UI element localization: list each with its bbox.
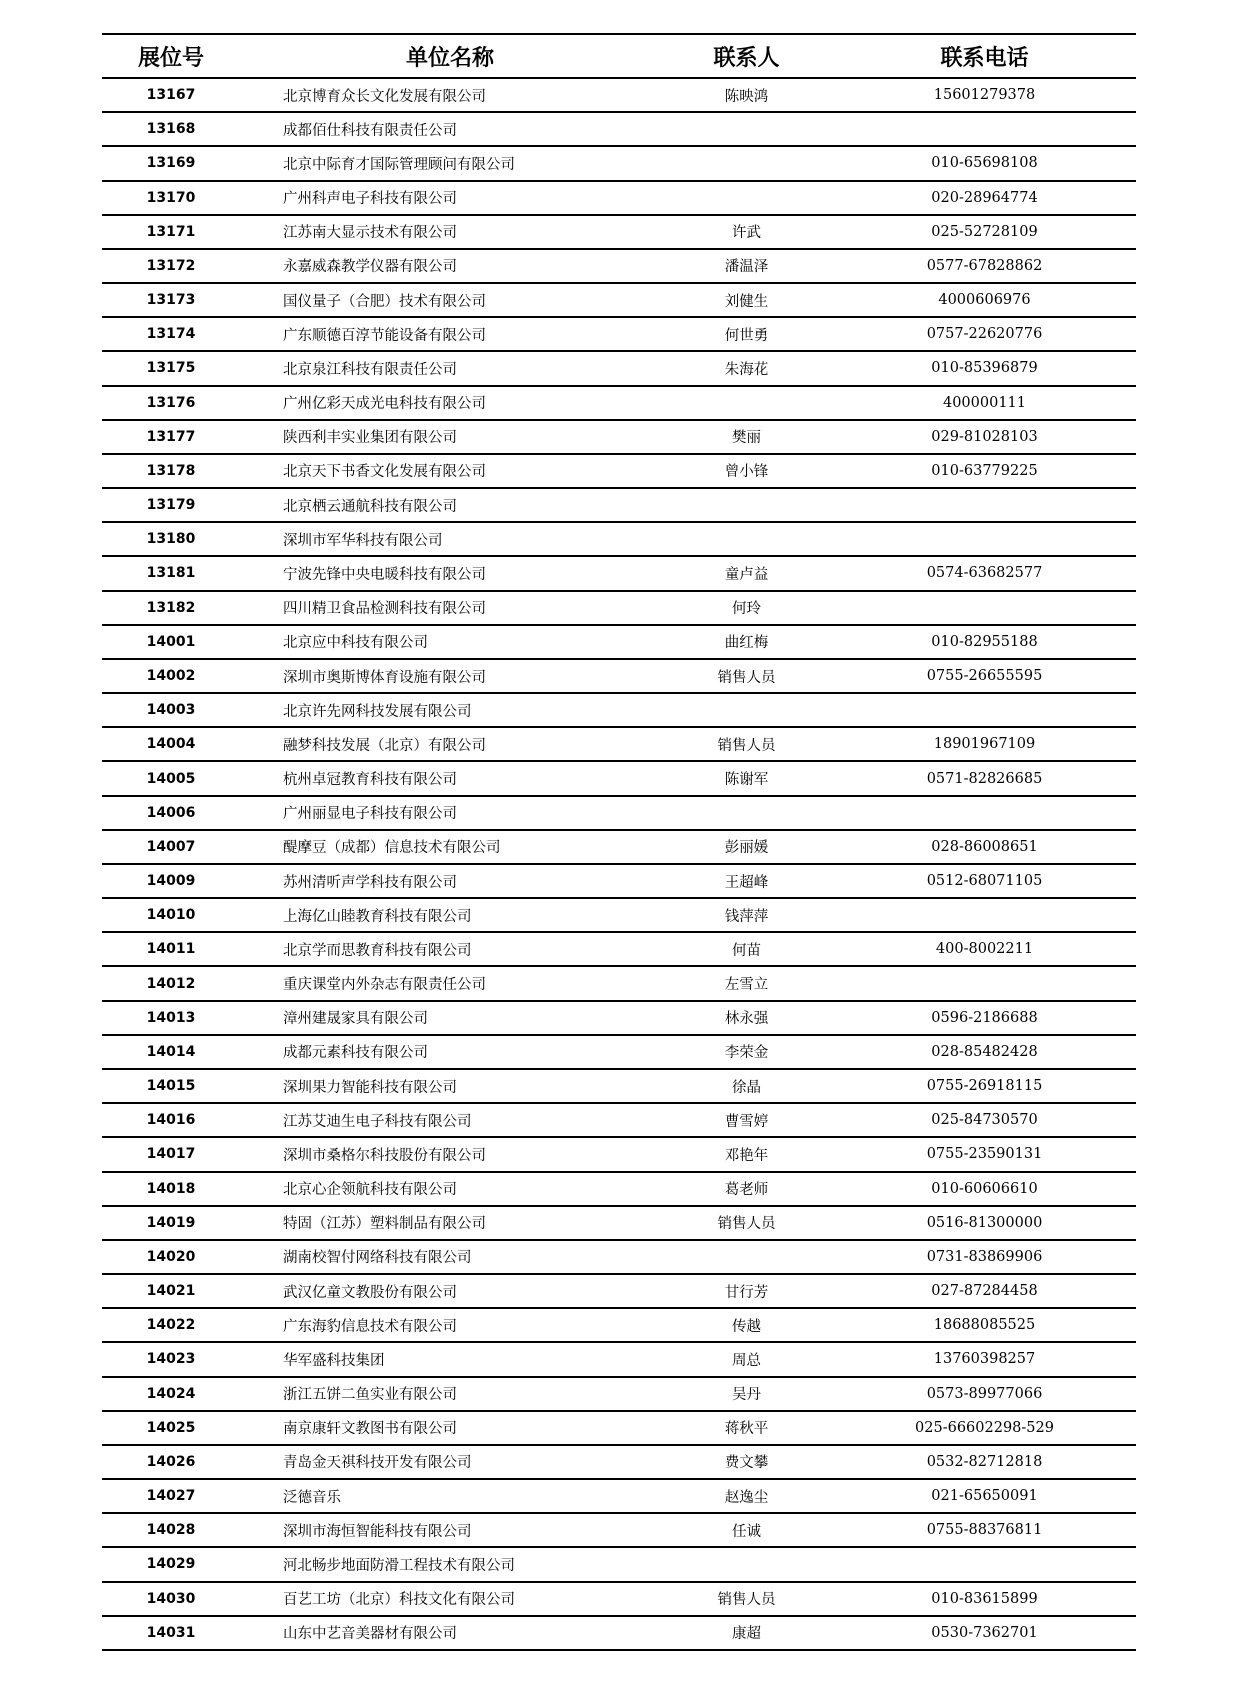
phone-number-cell: 027-87284458 <box>833 1274 1136 1308</box>
booth-number-cell: 13180 <box>102 522 240 556</box>
phone-number-cell: 4000606976 <box>833 283 1136 317</box>
contact-person-cell <box>660 112 833 146</box>
contact-person-cell: 何世勇 <box>660 317 833 351</box>
phone-number-cell <box>833 522 1136 556</box>
exhibitor-table <box>102 33 1136 1651</box>
contact-person-cell: 钱萍萍 <box>660 898 833 932</box>
phone-number-cell: 400000111 <box>833 386 1136 420</box>
contact-person-cell: 蒋秋平 <box>660 1411 833 1445</box>
phone-number-cell: 010-65698108 <box>833 146 1136 180</box>
table-row <box>102 215 1136 249</box>
company-name-cell: 北京中际育才国际管理顾问有限公司 <box>240 146 660 180</box>
contact-person-cell: 周总 <box>660 1342 833 1376</box>
booth-number-cell: 14014 <box>102 1035 240 1069</box>
company-name-cell: 广东顺德百淳节能设备有限公司 <box>240 317 660 351</box>
table-row <box>102 693 1136 727</box>
phone-number-cell: 400-8002211 <box>833 932 1136 966</box>
booth-number-cell: 14007 <box>102 830 240 864</box>
booth-number-cell: 13181 <box>102 556 240 590</box>
booth-number-cell: 14023 <box>102 1342 240 1376</box>
header-row <box>102 34 1136 78</box>
company-name-cell: 北京博育众长文化发展有限公司 <box>240 78 660 112</box>
contact-person-cell <box>660 386 833 420</box>
contact-person-cell: 陈谢军 <box>660 761 833 795</box>
contact-person-cell: 左雪立 <box>660 966 833 1000</box>
contact-person-cell: 甘行芳 <box>660 1274 833 1308</box>
booth-number-cell: 14012 <box>102 966 240 1000</box>
contact-person-cell: 潘温泽 <box>660 249 833 283</box>
table-row <box>102 1172 1136 1206</box>
company-name-cell: 南京康轩文教图书有限公司 <box>240 1411 660 1445</box>
company-name-cell: 漳州建晟家具有限公司 <box>240 1001 660 1035</box>
table-row <box>102 1103 1136 1137</box>
phone-number-cell: 0571-82826685 <box>833 761 1136 795</box>
booth-number-cell: 14019 <box>102 1206 240 1240</box>
booth-number-cell: 14001 <box>102 625 240 659</box>
phone-number-cell: 025-66602298-529 <box>833 1411 1136 1445</box>
contact-person-cell: 何苗 <box>660 932 833 966</box>
table-row <box>102 761 1136 795</box>
phone-number-cell: 010-85396879 <box>833 351 1136 385</box>
phone-number-cell: 0755-23590131 <box>833 1137 1136 1171</box>
phone-number-cell: 025-52728109 <box>833 215 1136 249</box>
phone-number-cell <box>833 488 1136 522</box>
phone-number-cell: 010-63779225 <box>833 454 1136 488</box>
table-row <box>102 1377 1136 1411</box>
contact-person-cell: 曹雪婷 <box>660 1103 833 1137</box>
company-name-cell: 国仪量子（合肥）技术有限公司 <box>240 283 660 317</box>
table-row <box>102 1547 1136 1581</box>
company-name-cell: 北京心企领航科技有限公司 <box>240 1172 660 1206</box>
phone-number-cell: 010-83615899 <box>833 1582 1136 1616</box>
phone-number-cell: 13760398257 <box>833 1342 1136 1376</box>
booth-number-cell: 13175 <box>102 351 240 385</box>
phone-number-cell: 0577-67828862 <box>833 249 1136 283</box>
booth-number-cell: 13167 <box>102 78 240 112</box>
contact-person-cell <box>660 488 833 522</box>
phone-number-cell: 18688085525 <box>833 1308 1136 1342</box>
contact-person-cell: 销售人员 <box>660 727 833 761</box>
contact-person-cell <box>660 181 833 215</box>
booth-number-cell: 14022 <box>102 1308 240 1342</box>
company-name-cell: 山东中艺音美器材有限公司 <box>240 1616 660 1650</box>
company-name-cell: 陕西利丰实业集团有限公司 <box>240 420 660 454</box>
contact-person-cell: 李荣金 <box>660 1035 833 1069</box>
table-row <box>102 1513 1136 1547</box>
company-name-cell: 青岛金天祺科技开发有限公司 <box>240 1445 660 1479</box>
company-name-cell: 广州丽显电子科技有限公司 <box>240 796 660 830</box>
booth-number-cell: 14004 <box>102 727 240 761</box>
table-row <box>102 181 1136 215</box>
company-name-cell: 浙江五饼二鱼实业有限公司 <box>240 1377 660 1411</box>
booth-number-cell: 14005 <box>102 761 240 795</box>
booth-number-cell: 14009 <box>102 864 240 898</box>
contact-person-cell <box>660 1547 833 1581</box>
table-row <box>102 1308 1136 1342</box>
table-row <box>102 1411 1136 1445</box>
table-row <box>102 488 1136 522</box>
company-name-cell: 北京学而思教育科技有限公司 <box>240 932 660 966</box>
booth-number-cell: 14010 <box>102 898 240 932</box>
company-name-cell: 北京许先网科技发展有限公司 <box>240 693 660 727</box>
phone-number-cell: 15601279378 <box>833 78 1136 112</box>
phone-number-cell: 0596-2186688 <box>833 1001 1136 1035</box>
phone-number-cell: 0573-89977066 <box>833 1377 1136 1411</box>
contact-person-cell: 邓艳年 <box>660 1137 833 1171</box>
phone-number-cell: 0755-26655595 <box>833 659 1136 693</box>
phone-number-cell <box>833 898 1136 932</box>
phone-number-cell: 0574-63682577 <box>833 556 1136 590</box>
contact-person-cell <box>660 146 833 180</box>
contact-person-cell: 传越 <box>660 1308 833 1342</box>
company-name-cell: 融梦科技发展（北京）有限公司 <box>240 727 660 761</box>
table-row <box>102 591 1136 625</box>
phone-number-cell: 0731-83869906 <box>833 1240 1136 1274</box>
phone-number-cell: 029-81028103 <box>833 420 1136 454</box>
phone-number-cell: 0755-88376811 <box>833 1513 1136 1547</box>
contact-person-cell: 曲红梅 <box>660 625 833 659</box>
phone-number-cell: 0530-7362701 <box>833 1616 1136 1650</box>
booth-number-cell: 14013 <box>102 1001 240 1035</box>
table-row <box>102 898 1136 932</box>
table-row <box>102 659 1136 693</box>
table-row <box>102 1240 1136 1274</box>
contact-person-cell: 王超峰 <box>660 864 833 898</box>
company-name-cell: 江苏南大显示技术有限公司 <box>240 215 660 249</box>
phone-number-cell <box>833 591 1136 625</box>
table-row <box>102 727 1136 761</box>
phone-number-cell: 18901967109 <box>833 727 1136 761</box>
booth-number-cell: 13169 <box>102 146 240 180</box>
contact-person-cell: 任诚 <box>660 1513 833 1547</box>
booth-number-cell: 14016 <box>102 1103 240 1137</box>
contact-person-cell: 赵逸尘 <box>660 1479 833 1513</box>
company-name-cell: 华军盛科技集团 <box>240 1342 660 1376</box>
table-row <box>102 420 1136 454</box>
contact-person-cell: 许武 <box>660 215 833 249</box>
contact-person-cell: 刘健生 <box>660 283 833 317</box>
booth-number-cell: 14017 <box>102 1137 240 1171</box>
table-row <box>102 351 1136 385</box>
phone-number-cell: 0757-22620776 <box>833 317 1136 351</box>
company-name-cell: 特固（江苏）塑料制品有限公司 <box>240 1206 660 1240</box>
header-phone: 联系电话 <box>833 34 1136 78</box>
booth-number-cell: 13174 <box>102 317 240 351</box>
company-name-cell: 江苏艾迪生电子科技有限公司 <box>240 1103 660 1137</box>
booth-number-cell: 13182 <box>102 591 240 625</box>
company-name-cell: 河北畅步地面防滑工程技术有限公司 <box>240 1547 660 1581</box>
company-name-cell: 北京栖云通航科技有限公司 <box>240 488 660 522</box>
company-name-cell: 百艺工坊（北京）科技文化有限公司 <box>240 1582 660 1616</box>
table-row <box>102 966 1136 1000</box>
contact-person-cell: 林永强 <box>660 1001 833 1035</box>
table-row <box>102 1479 1136 1513</box>
company-name-cell: 广州亿彩天成光电科技有限公司 <box>240 386 660 420</box>
company-name-cell: 北京天下书香文化发展有限公司 <box>240 454 660 488</box>
company-name-cell: 杭州卓冠教育科技有限公司 <box>240 761 660 795</box>
contact-person-cell: 销售人员 <box>660 659 833 693</box>
booth-number-cell: 14029 <box>102 1547 240 1581</box>
booth-number-cell: 14015 <box>102 1069 240 1103</box>
table-row <box>102 796 1136 830</box>
contact-person-cell: 樊丽 <box>660 420 833 454</box>
phone-number-cell: 0516-81300000 <box>833 1206 1136 1240</box>
table-row <box>102 317 1136 351</box>
company-name-cell: 上海亿山睦教育科技有限公司 <box>240 898 660 932</box>
company-name-cell: 深圳市桑格尔科技股份有限公司 <box>240 1137 660 1171</box>
booth-number-cell: 13170 <box>102 181 240 215</box>
company-name-cell: 北京泉江科技有限责任公司 <box>240 351 660 385</box>
company-name-cell: 宁波先锋中央电暖科技有限公司 <box>240 556 660 590</box>
booth-number-cell: 13176 <box>102 386 240 420</box>
contact-person-cell: 何玲 <box>660 591 833 625</box>
contact-person-cell: 销售人员 <box>660 1206 833 1240</box>
company-name-cell: 北京应中科技有限公司 <box>240 625 660 659</box>
contact-person-cell: 销售人员 <box>660 1582 833 1616</box>
booth-number-cell: 14027 <box>102 1479 240 1513</box>
table-row <box>102 625 1136 659</box>
table-row <box>102 556 1136 590</box>
table-row <box>102 932 1136 966</box>
table-row <box>102 283 1136 317</box>
booth-number-cell: 14020 <box>102 1240 240 1274</box>
company-name-cell: 深圳市奥斯博体育设施有限公司 <box>240 659 660 693</box>
contact-person-cell <box>660 693 833 727</box>
header-contact: 联系人 <box>660 34 833 78</box>
contact-person-cell: 陈映鸿 <box>660 78 833 112</box>
table-row <box>102 1001 1136 1035</box>
table-row <box>102 522 1136 556</box>
booth-number-cell: 13171 <box>102 215 240 249</box>
table-row <box>102 78 1136 112</box>
booth-number-cell: 13178 <box>102 454 240 488</box>
booth-number-cell: 13179 <box>102 488 240 522</box>
contact-person-cell: 吴丹 <box>660 1377 833 1411</box>
booth-number-cell: 14025 <box>102 1411 240 1445</box>
table-row <box>102 1035 1136 1069</box>
contact-person-cell <box>660 796 833 830</box>
contact-person-cell: 童卢益 <box>660 556 833 590</box>
contact-person-cell: 徐晶 <box>660 1069 833 1103</box>
table-row <box>102 1582 1136 1616</box>
header-company: 单位名称 <box>240 34 660 78</box>
company-name-cell: 泛德音乐 <box>240 1479 660 1513</box>
phone-number-cell: 010-60606610 <box>833 1172 1136 1206</box>
contact-person-cell <box>660 522 833 556</box>
booth-number-cell: 14003 <box>102 693 240 727</box>
phone-number-cell: 0532-82712818 <box>833 1445 1136 1479</box>
table-row <box>102 864 1136 898</box>
phone-number-cell: 0755-26918115 <box>833 1069 1136 1103</box>
contact-person-cell: 朱海花 <box>660 351 833 385</box>
table-row <box>102 1274 1136 1308</box>
table-row <box>102 1342 1136 1376</box>
booth-number-cell: 14018 <box>102 1172 240 1206</box>
table-row <box>102 454 1136 488</box>
company-name-cell: 成都佰仕科技有限责任公司 <box>240 112 660 146</box>
company-name-cell: 深圳市海恒智能科技有限公司 <box>240 1513 660 1547</box>
booth-number-cell: 14031 <box>102 1616 240 1650</box>
phone-number-cell <box>833 966 1136 1000</box>
phone-number-cell <box>833 1547 1136 1581</box>
company-name-cell: 四川精卫食品检测科技有限公司 <box>240 591 660 625</box>
company-name-cell: 湖南校智付网络科技有限公司 <box>240 1240 660 1274</box>
phone-number-cell <box>833 693 1136 727</box>
company-name-cell: 深圳果力智能科技有限公司 <box>240 1069 660 1103</box>
phone-number-cell <box>833 796 1136 830</box>
contact-person-cell: 曾小锋 <box>660 454 833 488</box>
contact-person-cell: 费文攀 <box>660 1445 833 1479</box>
booth-number-cell: 13173 <box>102 283 240 317</box>
company-name-cell: 广州科声电子科技有限公司 <box>240 181 660 215</box>
phone-number-cell: 028-85482428 <box>833 1035 1136 1069</box>
booth-number-cell: 14026 <box>102 1445 240 1479</box>
table-row <box>102 1616 1136 1650</box>
table-row <box>102 1206 1136 1240</box>
phone-number-cell: 021-65650091 <box>833 1479 1136 1513</box>
booth-number-cell: 13177 <box>102 420 240 454</box>
table-row <box>102 1137 1136 1171</box>
phone-number-cell: 020-28964774 <box>833 181 1136 215</box>
table-row <box>102 386 1136 420</box>
table-row <box>102 1445 1136 1479</box>
table-row <box>102 830 1136 864</box>
company-name-cell: 深圳市军华科技有限公司 <box>240 522 660 556</box>
company-name-cell: 重庆课堂内外杂志有限责任公司 <box>240 966 660 1000</box>
table-row <box>102 112 1136 146</box>
company-name-cell: 武汉亿童文教股份有限公司 <box>240 1274 660 1308</box>
company-name-cell: 苏州清听声学科技有限公司 <box>240 864 660 898</box>
booth-number-cell: 13172 <box>102 249 240 283</box>
phone-number-cell <box>833 112 1136 146</box>
booth-number-cell: 14030 <box>102 1582 240 1616</box>
booth-number-cell: 14024 <box>102 1377 240 1411</box>
booth-number-cell: 14021 <box>102 1274 240 1308</box>
company-name-cell: 永嘉威森教学仪器有限公司 <box>240 249 660 283</box>
contact-person-cell: 彭丽媛 <box>660 830 833 864</box>
company-name-cell: 醍摩豆（成都）信息技术有限公司 <box>240 830 660 864</box>
phone-number-cell: 010-82955188 <box>833 625 1136 659</box>
table-row <box>102 146 1136 180</box>
phone-number-cell: 025-84730570 <box>833 1103 1136 1137</box>
table-row <box>102 1069 1136 1103</box>
booth-number-cell: 14002 <box>102 659 240 693</box>
table-body <box>102 78 1136 1650</box>
header-booth: 展位号 <box>102 34 240 78</box>
booth-number-cell: 13168 <box>102 112 240 146</box>
table-row <box>102 249 1136 283</box>
booth-number-cell: 14011 <box>102 932 240 966</box>
company-name-cell: 广东海豹信息技术有限公司 <box>240 1308 660 1342</box>
contact-person-cell: 康超 <box>660 1616 833 1650</box>
contact-person-cell: 葛老师 <box>660 1172 833 1206</box>
booth-number-cell: 14006 <box>102 796 240 830</box>
company-name-cell: 成都元素科技有限公司 <box>240 1035 660 1069</box>
booth-number-cell: 14028 <box>102 1513 240 1547</box>
contact-person-cell <box>660 1240 833 1274</box>
phone-number-cell: 028-86008651 <box>833 830 1136 864</box>
phone-number-cell: 0512-68071105 <box>833 864 1136 898</box>
